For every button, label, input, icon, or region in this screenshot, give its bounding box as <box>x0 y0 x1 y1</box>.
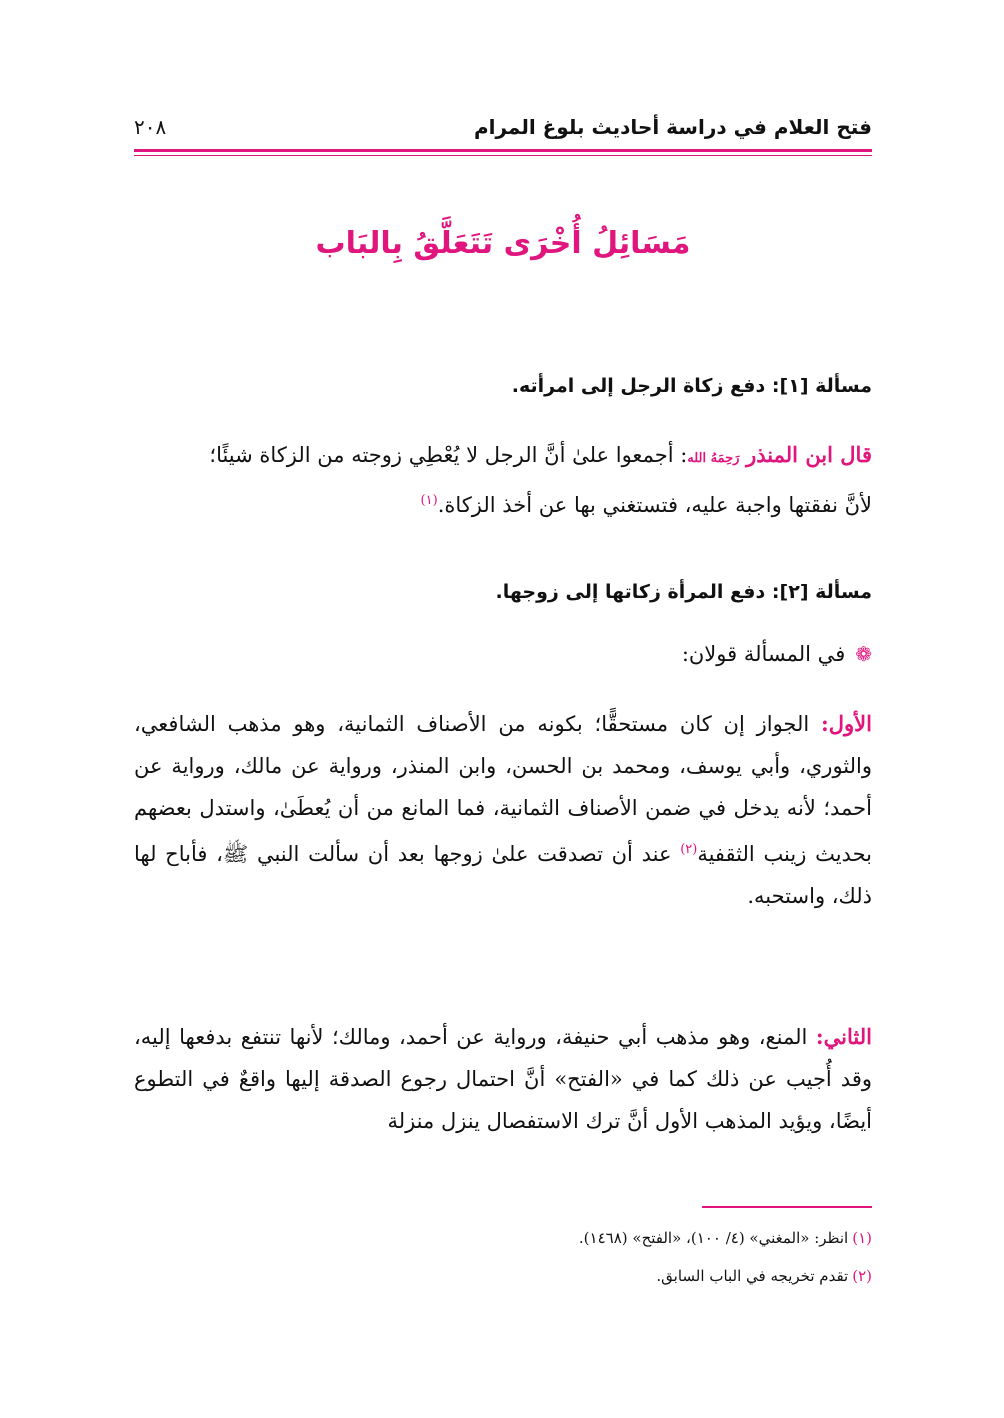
page-number: ٢٠٨ <box>134 115 167 139</box>
paragraph-1-line-2: لأنَّ نفقتها واجبة عليه، فتستغني بها عن أخذ الزكاة. <box>437 493 872 517</box>
section-title: مَسَائِلُ أُخْرَى تَتَعَلَّقُ بِالبَاب <box>315 226 691 261</box>
bullet-text: في المسألة قولان: <box>681 642 846 666</box>
paragraph-ibn-almundhir <box>134 434 872 526</box>
footnote-2-num: (٢) <box>852 1267 872 1285</box>
question-1-heading <box>134 364 872 407</box>
footnote-ref-1: (١) <box>420 493 438 508</box>
footnote-2 <box>134 1264 872 1288</box>
first-text-a: الجواز إن كان مستحقًّا؛ بكونه من الأصناف الثمانية، وهو مذهب الشافعي، والثوري، وأبي يوسف، ومحمد بن الحسن، وابن المنذر، ورواية عن مالك، ورواية عن أحمد؛ لأنه يدخل في ضمن الأصناف الثمانية، فما المانع من أن يُعطَىٰ، واستدل بعضهم بحديث زينب الثقفية <box>134 712 872 866</box>
question-2-label: مسألة [٢]: <box>771 581 872 603</box>
speaker-name: قال ابن المنذر <box>746 442 872 467</box>
question-2-heading <box>134 570 872 613</box>
question-1-label: مسألة [١]: <box>771 375 872 397</box>
second-text: المنع، وهو مذهب أبي حنيفة، ورواية عن أحمد، ومالك؛ لأنها تنتفع بدفعها إليه، وقد أُجيب عن ذلك كما في «الفتح» أنَّ احتمال رجوع الصدقة إليها واقعٌ في التطوع أيضًا، ويؤيد المذهب الأول أنَّ ترك الاستفصال ينزل منزلة <box>134 1025 872 1133</box>
paragraph-1-line-1: : أجمعوا علىٰ أنَّ الرجل لا يُعْطِي زوجته من الزكاة شيئًا؛ <box>209 443 688 467</box>
running-header <box>134 112 872 142</box>
bullet-line <box>134 633 872 675</box>
honorific: رَحِمَهُ الله <box>687 451 740 466</box>
header-rule-thin <box>134 155 872 156</box>
second-label: الثاني: <box>815 1024 872 1049</box>
footnote-rule <box>702 1206 872 1208</box>
header-rule-thick <box>134 149 872 152</box>
footnote-1-text: انظر: «المغني» (٤/ ١٠٠)، «الفتح» (١٤٦٨). <box>578 1229 849 1247</box>
footnote-2-text: تقدم تخريجه في الباب السابق. <box>656 1267 849 1285</box>
first-text-b: عند أن تصدقت علىٰ زوجها بعد أن سألت النبي ﷺ، فأباح لها ذلك، واستحبه. <box>134 842 872 908</box>
footnote-1-num: (١) <box>852 1229 872 1247</box>
paragraph-first-opinion <box>134 703 872 917</box>
first-label: الأول: <box>821 711 872 736</box>
question-2-text: دفع المرأة زكاتها إلى زوجها. <box>495 581 766 603</box>
question-1-text: دفع زكاة الرجل إلى امرأته. <box>511 375 766 397</box>
flower-icon: ❁ <box>855 642 872 666</box>
book-title: فتح العلام في دراسة أحاديث بلوغ المرام <box>473 115 872 139</box>
footnote-1 <box>134 1226 872 1250</box>
footnote-ref-2: (٢) <box>680 842 698 857</box>
paragraph-second-opinion <box>134 1016 872 1142</box>
